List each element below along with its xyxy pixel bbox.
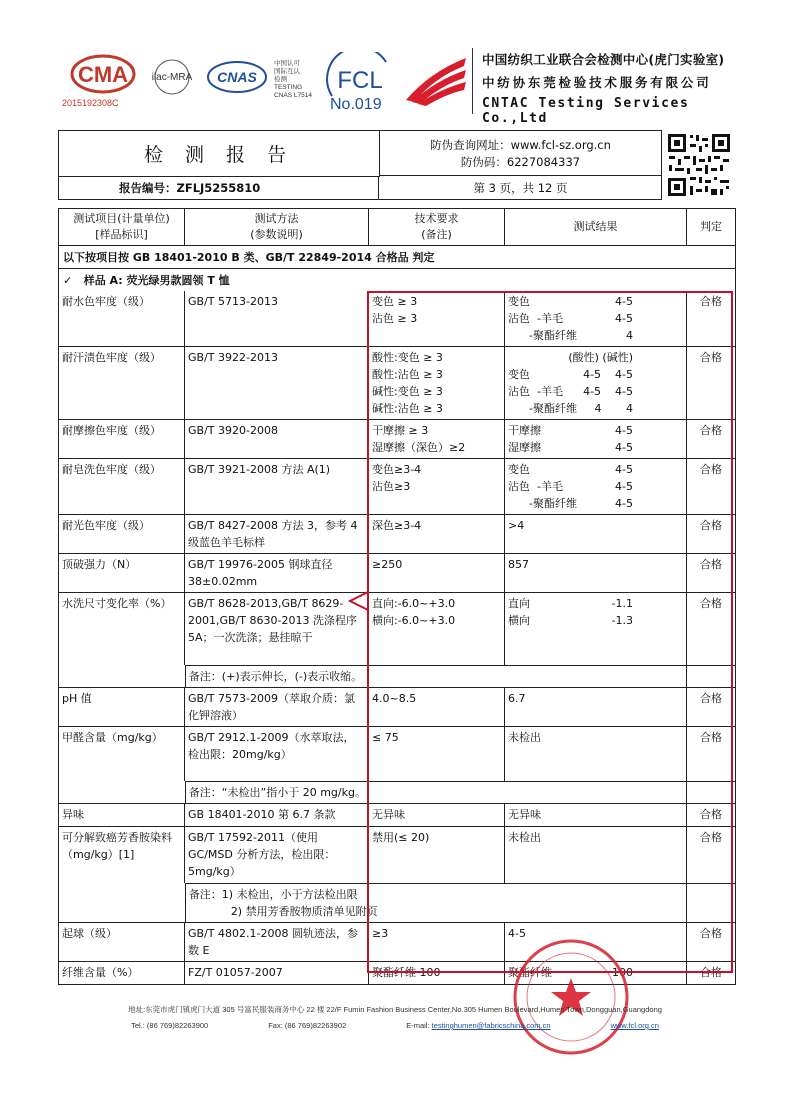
test-method: GB/T 8427-2008 方法 3，参考 4 级蓝色羊毛标样 (185, 515, 369, 553)
check-icon: ✓ (63, 274, 73, 287)
test-method: GB/T 3921-2008 方法 A(1) (185, 459, 369, 514)
test-method: GB 18401-2010 第 6.7 条款 (185, 804, 369, 826)
test-requirement (369, 827, 505, 883)
footer-website-link[interactable]: www.fcl.org.cn (610, 1021, 659, 1030)
result-line: 变色 4-5 (508, 295, 633, 308)
test-item: 耐皂洗色牢度（级） (59, 459, 185, 514)
footer-fax: Fax: (86 769)82263902 (268, 1021, 347, 1030)
test-method: GB/T 4802.1-2008 圆轨迹法，参数 E (185, 923, 369, 961)
requirement-line: 沾色≥3 (372, 480, 411, 493)
standard-line: 以下按项目按 GB 18401-2010 B 类、GB/T 22849-2014 合格品 判定 (63, 251, 435, 264)
test-result (505, 727, 687, 781)
verdict-pass: 合格 (700, 519, 722, 532)
requirement-line: 变色≥3-4 (372, 463, 422, 476)
result-line: >4 (508, 519, 525, 532)
header-divider (472, 48, 473, 114)
result-line: 直向 -1.1 (508, 597, 633, 610)
table-row (59, 922, 735, 961)
test-requirement (369, 593, 505, 665)
table-row (59, 687, 735, 726)
verdict-pass: 合格 (700, 731, 722, 744)
test-item: 甲醛含量（mg/kg） (59, 727, 185, 781)
result-line: (酸性) (碱性) (568, 351, 633, 364)
org-name-cn2: 中纺协东莞检验技术服务有限公司 (482, 75, 712, 90)
test-result (505, 804, 687, 826)
requirement-line: 干摩擦 ≥ 3 (372, 424, 429, 437)
test-requirement (369, 554, 505, 592)
fcl-number: No.019 (330, 96, 382, 113)
test-item: 纤维含量（%） (59, 962, 185, 984)
requirement-line: 直向:-6.0~+3.0 (372, 597, 456, 610)
sample-line: ✓ 样品 A: 荧光绿男款圆领 T 恤 (63, 274, 230, 287)
test-requirement (369, 804, 505, 826)
test-item: 耐水色牢度（级） (59, 291, 185, 346)
verdict-pass: 合格 (700, 927, 722, 940)
requirement-line: 沾色 ≥ 3 (372, 312, 418, 325)
verdict-pass: 合格 (700, 351, 722, 364)
requirement-line: ≤ 75 (372, 731, 399, 744)
test-result (505, 827, 687, 883)
footer-tel: Tel.: (86 769)82263900 (131, 1021, 209, 1030)
requirement-line: 变色 ≥ 3 (372, 295, 418, 308)
table-row (59, 961, 735, 984)
result-line: 6.7 (508, 692, 526, 705)
test-requirement (369, 727, 505, 781)
verdict-pass: 合格 (700, 808, 722, 821)
table-row (59, 346, 735, 419)
result-line: 干摩擦 4-5 (508, 424, 633, 437)
test-method: GB/T 3922-2013 (185, 347, 369, 419)
row-note: 备注：(+)表示伸长，(-)表示收缩。 (186, 665, 687, 687)
result-line: 变色 4-5 4-5 (508, 368, 633, 381)
table-row (59, 419, 735, 458)
verdict-pass: 合格 (700, 966, 722, 979)
footer-email-link[interactable]: testinghumen@fabricschina.com.cn (431, 1021, 551, 1030)
report-header (58, 130, 662, 200)
qr-code-icon[interactable] (666, 132, 732, 198)
cnas-logo (206, 60, 268, 94)
table-row (59, 291, 735, 346)
verify-code: 防伪码：6227084337 (460, 155, 581, 169)
certification-logos (58, 44, 478, 124)
result-line: 无异味 (508, 808, 541, 821)
requirement-line: 禁用(≤ 20) (372, 831, 430, 844)
test-method: GB/T 19976-2005 钢球直径 38±0.02mm (185, 554, 369, 592)
cma-logo (70, 54, 136, 94)
result-line: -聚酯纤维 4 4 (508, 402, 633, 415)
verdict-pass: 合格 (700, 463, 722, 476)
test-requirement (369, 923, 505, 961)
requirement-line: 横向:-6.0~+3.0 (372, 614, 456, 627)
table-row (59, 826, 735, 922)
cma-code: 2015192308C (62, 98, 119, 108)
test-item: 耐汗渍色牢度（级） (59, 347, 185, 419)
verdict-pass: 合格 (700, 692, 722, 705)
test-result (505, 291, 687, 346)
cntac-swoosh-logo (400, 52, 470, 108)
svg-text:ilac-MRA: ilac-MRA (151, 72, 193, 83)
result-line: 变色 4-5 (508, 463, 633, 476)
test-result (505, 347, 687, 419)
verdict-pass: 合格 (700, 424, 722, 437)
report-number: 报告编号：ZFLJ5255810 (59, 177, 379, 199)
requirement-line: 碱性:变色 ≥ 3 (372, 385, 443, 398)
requirement-line: 4.0~8.5 (372, 692, 417, 705)
verdict-pass: 合格 (700, 558, 722, 571)
cnas-accreditation-text: 中国认可 国际互认 检测 TESTING CNAS L7514 (274, 60, 312, 99)
test-requirement (369, 291, 505, 346)
organization-name (482, 50, 752, 126)
requirement-line: ≥250 (372, 558, 403, 571)
requirement-line: 酸性:变色 ≥ 3 (372, 351, 443, 364)
test-item: 耐光色牢度（级） (59, 515, 185, 553)
table-row (59, 803, 735, 826)
row-note: 备注：1) 未检出，小于方法检出限 2) 禁用芳香胺物质清单见附页 (186, 883, 687, 922)
sample-row (59, 268, 735, 291)
test-results-table (58, 208, 736, 985)
result-rows (59, 291, 735, 984)
test-requirement (369, 688, 505, 726)
table-row (59, 553, 735, 592)
fcl-label: FCL (337, 67, 383, 94)
test-item: 水洗尺寸变化率（%） (59, 593, 185, 665)
verify-url[interactable]: 防伪查询网址：www.fcl-sz.org.cn (430, 138, 611, 152)
test-result (505, 420, 687, 458)
test-item: 耐摩擦色牢度（级） (59, 420, 185, 458)
result-line: 横向 -1.3 (508, 614, 633, 627)
test-method: GB/T 7573-2009（萃取介质：氯化钾溶液） (185, 688, 369, 726)
requirement-line: 碱性:沾色 ≥ 3 (372, 402, 443, 415)
verdict-pass: 合格 (700, 597, 722, 610)
test-method: GB/T 17592-2011（使用 GC/MSD 分析方法，检出限：5mg/kg） (185, 827, 369, 883)
result-line: 4-5 (508, 927, 526, 940)
test-requirement (369, 347, 505, 419)
footer: 地址:东莞市虎门镇虎门大道 305 号富民服装商务中心 22 楼 22/F Fumin Fashion Business Center,No.305 Humen Boulevard,Humen Town,Dongguan,Guangdong Tel.: (86 769)82263900 Fax: (86 769)82263902 E-mail: testinghumen@fabricschina.com.cn www.fcl.org.cn (0, 1004, 790, 1030)
ilac-mra-logo (144, 58, 200, 96)
svg-text:CMA: CMA (77, 62, 129, 87)
result-line: 沾色 -羊毛 4-5 (508, 312, 633, 325)
result-line: 沾色 -羊毛 4-5 (508, 480, 633, 493)
requirement-line: 无异味 (372, 808, 405, 821)
test-result (505, 515, 687, 553)
test-item: 可分解致癌芳香胺染料（mg/kg）[1] (59, 827, 185, 883)
verdict-pass: 合格 (700, 831, 722, 844)
official-seal (512, 938, 630, 1056)
test-method: FZ/T 01057-2007 (185, 962, 369, 984)
verdict-pass: 合格 (700, 295, 722, 308)
test-result (505, 459, 687, 514)
test-item: pH 值 (59, 688, 185, 726)
footer-address: 地址:东莞市虎门镇虎门大道 305 号富民服装商务中心 22 楼 22/F Fumin Fashion Business Center,No.305 Humen Boulevard,Humen Town,Dongguan,Guangdong (128, 1005, 662, 1014)
result-line: 湿摩擦 4-5 (508, 441, 633, 454)
test-item: 顶破强力（N） (59, 554, 185, 592)
svg-text:CNAS: CNAS (217, 69, 257, 85)
page-info: 第 3 页，共 12 页 (473, 181, 568, 195)
result-line: 聚酯纤维 100 (508, 966, 633, 979)
org-name-cn: 中国纺织工业联合会检测中心(虎门实验室) (482, 52, 725, 67)
test-item: 异味 (59, 804, 185, 826)
verification-info (380, 131, 661, 176)
highlight-pointer-icon (346, 590, 370, 612)
test-method: GB/T 5713-2013 (185, 291, 369, 346)
org-name-en: CNTAC Testing Services Co.,Ltd (482, 96, 690, 126)
test-result (505, 688, 687, 726)
test-requirement (369, 420, 505, 458)
test-item: 起球（级） (59, 923, 185, 961)
table-row (59, 726, 735, 803)
result-line: -聚酯纤维 4-5 (508, 497, 633, 510)
test-requirement (369, 459, 505, 514)
requirement-line: ≥3 (372, 927, 389, 940)
result-line: 未检出 (508, 731, 541, 744)
table-row (59, 458, 735, 514)
table-row (59, 514, 735, 553)
test-method: GB/T 8628-2013,GB/T 8629-2001,GB/T 8630-2013 洗涤程序 5A；一次洗涤；悬挂晾干 (185, 593, 369, 665)
result-line: 未检出 (508, 831, 541, 844)
test-result (505, 593, 687, 665)
requirement-line: 深色≥3-4 (372, 519, 422, 532)
requirement-line: 湿摩擦（深色）≥2 (372, 441, 466, 454)
report-title: 检 测 报 告 (59, 131, 380, 177)
test-result (505, 554, 687, 592)
table-row (59, 592, 735, 687)
result-line: 857 (508, 558, 529, 571)
row-note: 备注：“未检出”指小于 20 mg/kg。 (186, 781, 687, 803)
table-header-row: 测试项目(计量单位) [样品标识] 测试方法 (参数说明) 技术要求 (备注) 测试结果 判定 (59, 209, 735, 245)
test-method: GB/T 3920-2008 (185, 420, 369, 458)
standard-row (59, 245, 735, 268)
test-requirement (369, 962, 505, 984)
test-method: GB/T 2912.1-2009（水萃取法，检出限：20mg/kg） (185, 727, 369, 781)
result-line: 沾色 -羊毛 4-5 4-5 (508, 385, 633, 398)
result-line: -聚酯纤维 4 (508, 329, 633, 342)
test-requirement (369, 515, 505, 553)
requirement-line: 酸性:沾色 ≥ 3 (372, 368, 443, 381)
requirement-line: 聚酯纤维 100 (372, 966, 441, 979)
